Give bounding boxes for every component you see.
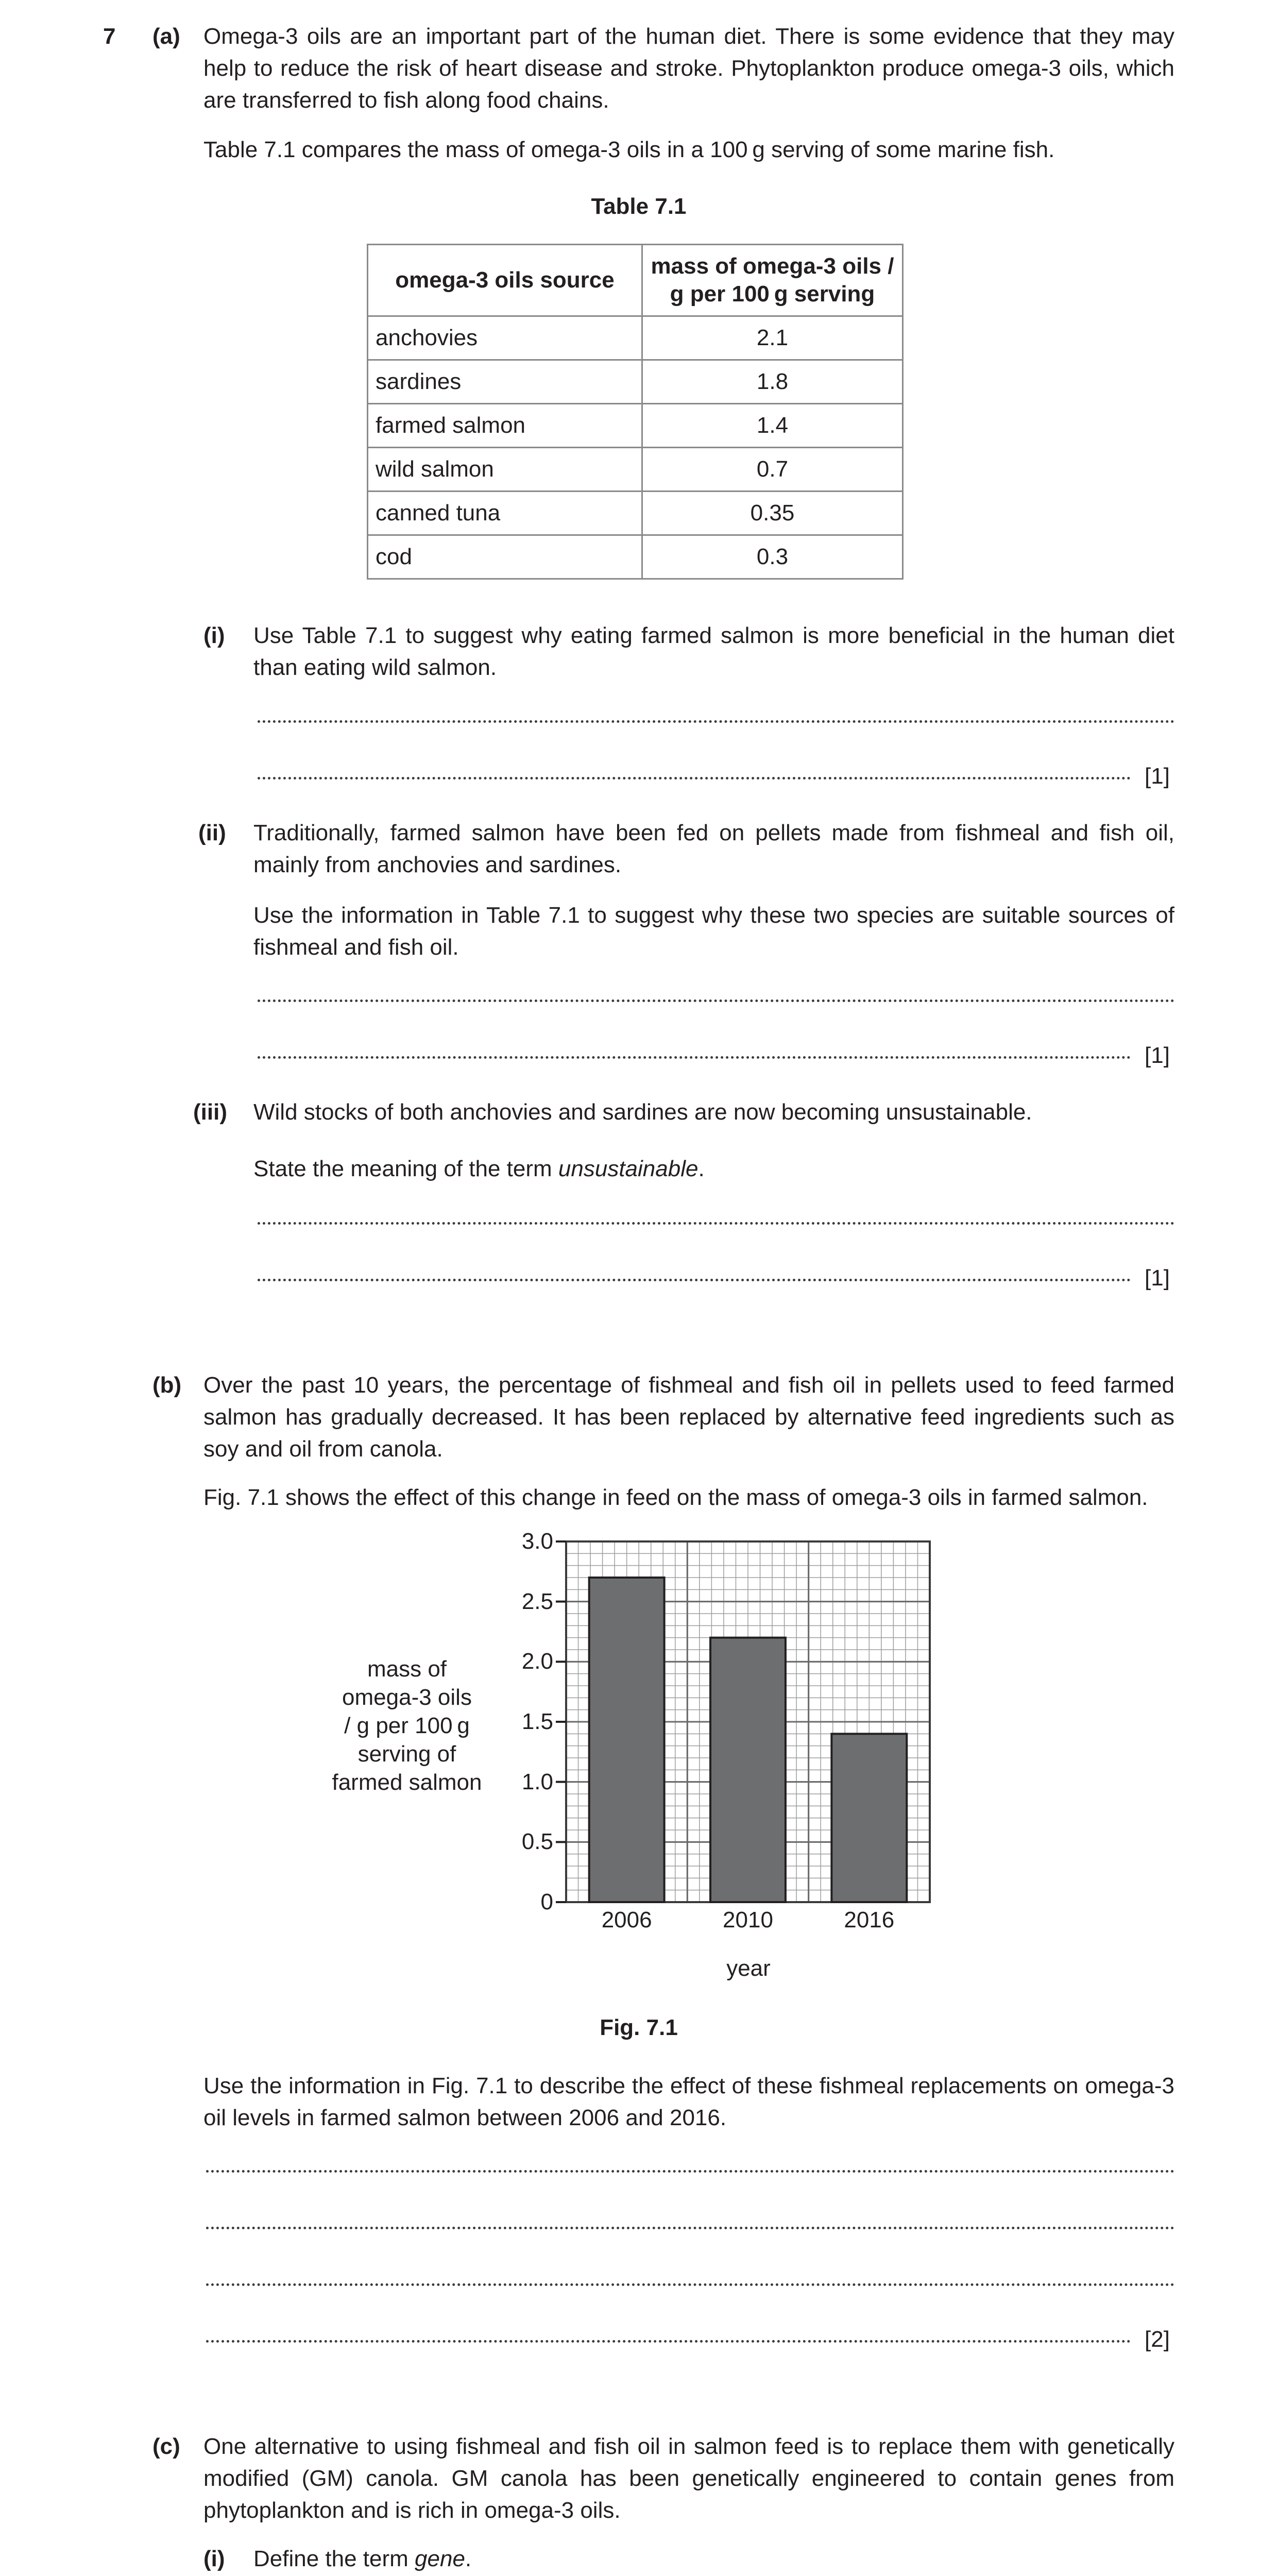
y-tick-label: 3.0 [521, 1529, 553, 1554]
part-b-label: (b) [152, 1372, 182, 1398]
table-cell-mass: 0.3 [642, 535, 903, 579]
marks-b: [2] [1145, 2327, 1170, 2352]
part-c-i-text [253, 2543, 1174, 2575]
part-c-i-text-pre: Define the term [253, 2546, 415, 2571]
y-axis-label-line: / g per 100 g [344, 1713, 470, 1738]
y-axis-label-line: farmed salmon [332, 1770, 482, 1795]
y-tick-label: 1.5 [521, 1709, 553, 1734]
y-tick-label: 0 [540, 1889, 553, 1914]
marks-a-iii: [1] [1145, 1265, 1170, 1291]
table-cell-source: sardines [368, 360, 642, 404]
part-a-i-label: (i) [203, 623, 225, 648]
table-cell-mass: 1.4 [642, 404, 903, 448]
part-c-text: One alternative to using fishmeal and fish oil in salmon feed is to replace them with genetically modified (GM) canola. GM canola has been genetically engineered to contain genes from phytoplankton and is rich in omega-3 oils. [203, 2434, 1174, 2523]
bar-2006 [589, 1578, 664, 1902]
table-cell-source: cod [368, 535, 642, 579]
y-tick-label: 2.0 [521, 1649, 553, 1674]
question-number: 7 [103, 24, 116, 49]
part-c-i-text-post: . [465, 2546, 472, 2571]
y-axis-label-line: serving of [357, 1741, 456, 1767]
term-gene: gene [415, 2546, 465, 2571]
part-a-intro: Omega-3 oils are an important part of the human diet. There is some evidence that they may help to reduce the risk of heart disease and stroke. Phytoplankton produce omega-3 oils, which are transferred to fish along food chains. [203, 24, 1174, 113]
table-cell-source: canned tuna [368, 492, 642, 535]
table-cell-mass: 0.7 [642, 448, 903, 492]
table-cell-source: farmed salmon [368, 404, 642, 448]
table-cell-mass: 1.8 [642, 360, 903, 404]
part-a-iii-text1: Wild stocks of both anchovies and sardines are now becoming unsustainable. [253, 1099, 1032, 1125]
answer-line[interactable] [206, 2227, 1174, 2229]
table-header-source: omega-3 oils source [368, 245, 642, 316]
part-a-label: (a) [152, 24, 180, 49]
fig-caption: Fig. 7.1 [600, 2015, 678, 2040]
part-a-i-text: Use Table 7.1 to suggest why eating farmed salmon is more beneficial in the human diet than eating wild salmon. [253, 623, 1174, 680]
table-cell-source: wild salmon [368, 448, 642, 492]
table-cell-source: anchovies [368, 316, 642, 360]
table-cell-mass: 0.35 [642, 492, 903, 535]
part-a-iii-text2-pre: State the meaning of the term [253, 1156, 558, 1181]
part-a-ii-text1: Traditionally, farmed salmon have been fed on pellets made from fishmeal and fish oil, mainly from anchovies and sardines. [253, 820, 1174, 877]
answer-line[interactable] [206, 2170, 1174, 2173]
table-intro: Table 7.1 compares the mass of omega-3 oils in a 100 g serving of some marine fish. [203, 137, 1055, 162]
table-cell-mass: 2.1 [642, 316, 903, 360]
y-axis-label-line: omega-3 oils [342, 1685, 472, 1710]
part-b-text1: Over the past 10 years, the percentage of fishmeal and fish oil in pellets used to feed farmed salmon has gradually decreased. It has been replaced by alternative feed ingredients such as soy and oil from canola. [203, 1372, 1174, 1462]
part-c-i-label: (i) [203, 2546, 225, 2571]
marks-a-i: [1] [1145, 764, 1170, 789]
part-a-ii-label: (ii) [198, 820, 226, 845]
y-tick-label: 1.0 [521, 1769, 553, 1794]
x-tick-label: 2010 [723, 1907, 773, 1933]
part-b-text2: Fig. 7.1 shows the effect of this change in feed on the mass of omega-3 oils in farmed salmon. [203, 1485, 1148, 1510]
y-tick-label: 0.5 [521, 1829, 553, 1855]
answer-line[interactable] [206, 2340, 1131, 2343]
part-a-iii-label: (iii) [193, 1099, 227, 1125]
table-caption: Table 7.1 [591, 194, 687, 219]
answer-line[interactable] [206, 2283, 1174, 2286]
part-a-ii-text2: Use the information in Table 7.1 to suggest why these two species are suitable sources of fishmeal and fish oil. [253, 903, 1174, 960]
bar-2016 [831, 1734, 907, 1902]
marks-a-ii: [1] [1145, 1043, 1170, 1068]
table-header-mass: mass of omega-3 oils / g per 100 g serving [642, 245, 903, 316]
bar-2010 [710, 1638, 786, 1902]
part-b-text3: Use the information in Fig. 7.1 to describe the effect of these fishmeal replacements on omega-3 oil levels in farmed salmon between 2006 and 2016. [203, 2073, 1174, 2130]
x-tick-label: 2016 [844, 1907, 895, 1933]
x-tick-label: 2006 [601, 1907, 652, 1933]
y-axis-label-line: mass of [367, 1656, 447, 1682]
part-c-label: (c) [152, 2434, 180, 2459]
x-axis-label: year [726, 1956, 771, 1981]
term-unsustainable: unsustainable [558, 1156, 698, 1181]
y-tick-label: 2.5 [521, 1588, 553, 1614]
part-a-iii-text2-post: . [698, 1156, 705, 1181]
